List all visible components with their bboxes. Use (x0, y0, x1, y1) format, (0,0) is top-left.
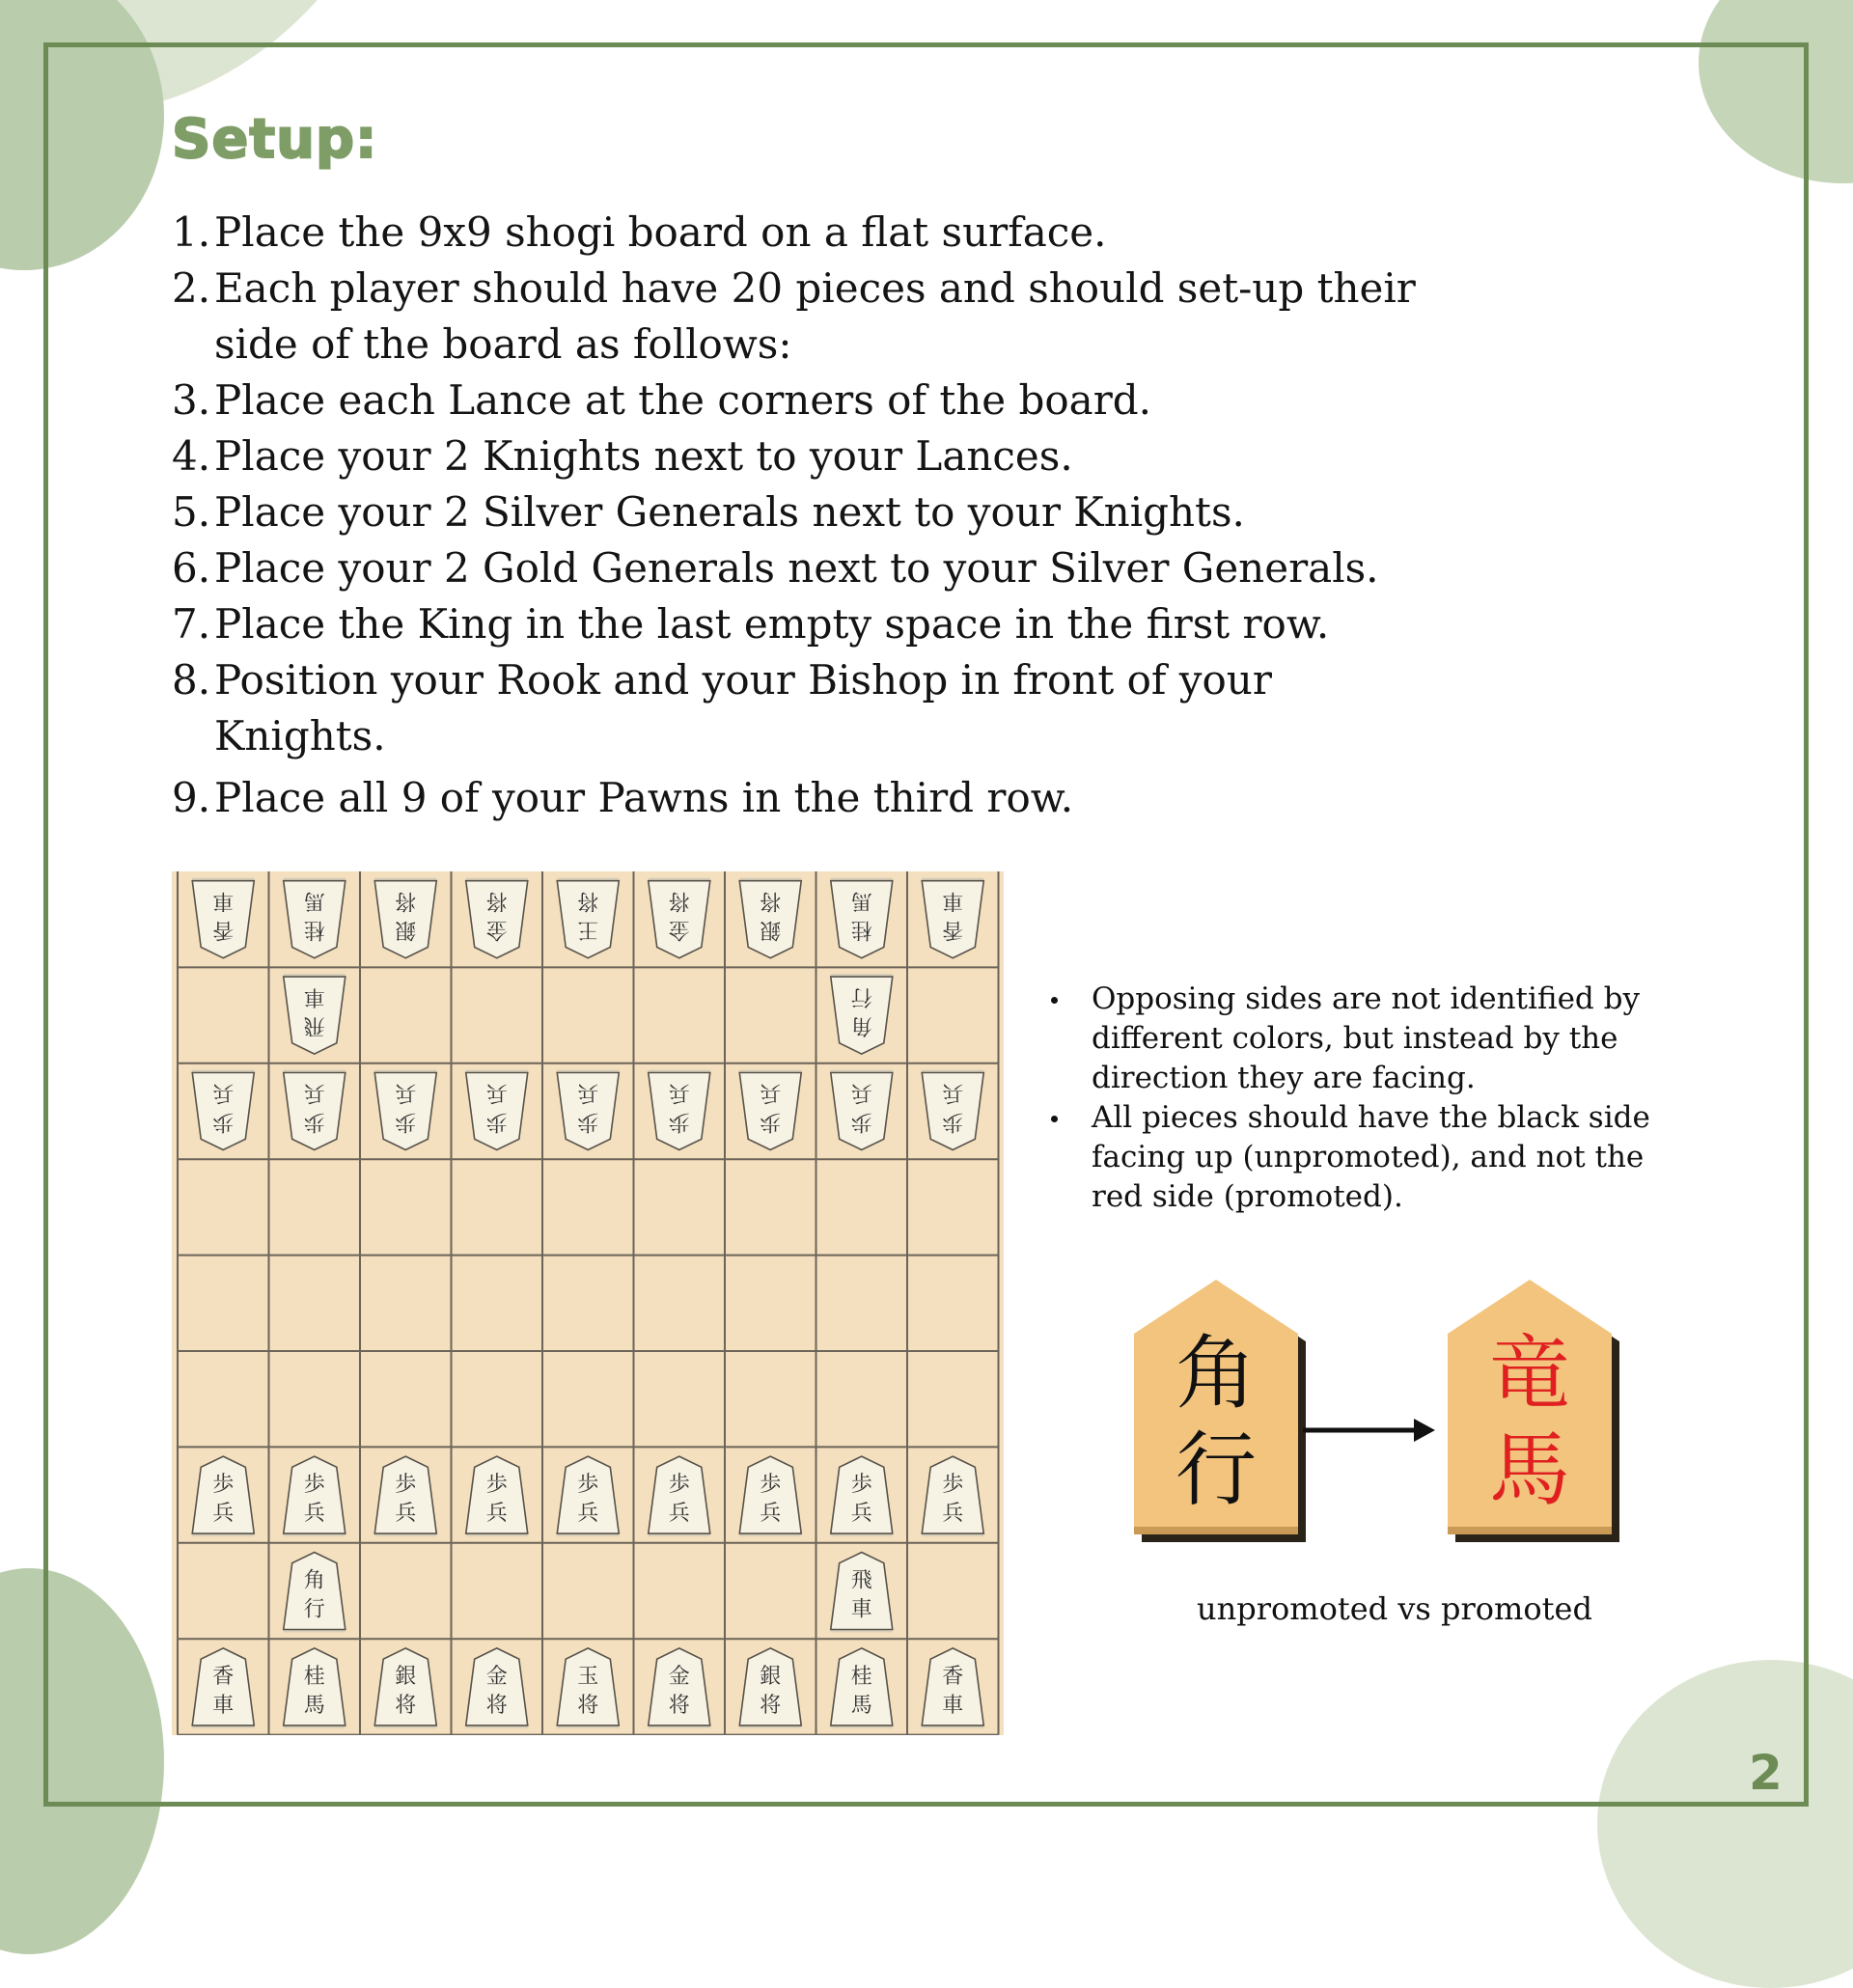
shogi-piece (466, 1070, 528, 1150)
svg-text:香: 香 (212, 917, 235, 942)
svg-text:歩: 歩 (577, 1473, 599, 1498)
step-text: Place all 9 of your Pawns in the third row. (214, 774, 1074, 821)
step-text: Place each Lance at the corners of the board. (214, 376, 1152, 424)
shogi-piece (649, 1070, 710, 1150)
shogi-piece (466, 878, 528, 958)
arrow-right-icon (1303, 1419, 1435, 1442)
note-item: All pieces should have the black side facing up (unpromoted), and not the red side (promoted). (1047, 1098, 1703, 1217)
step-number: 2. (172, 264, 211, 312)
step-number: 5. (172, 488, 211, 536)
svg-text:歩: 歩 (668, 1109, 690, 1134)
step-number: 6. (172, 544, 211, 592)
shogi-piece (557, 878, 619, 958)
svg-text:桂: 桂 (850, 917, 872, 942)
svg-text:行: 行 (850, 984, 872, 1009)
shogi-piece (831, 974, 893, 1054)
shogi-piece (557, 1070, 619, 1150)
shogi-piece (831, 1456, 893, 1536)
shogi-piece (284, 1456, 346, 1536)
shogi-piece (922, 1070, 983, 1150)
setup-step (172, 652, 1426, 764)
svg-text:銀: 銀 (395, 917, 417, 942)
promoted-piece (1448, 1280, 1619, 1542)
step-number: 7. (172, 600, 211, 648)
setup-steps-list (172, 205, 1426, 826)
setup-step (172, 373, 1426, 428)
svg-text:兵: 兵 (485, 1502, 508, 1527)
svg-text:兵: 兵 (760, 1080, 782, 1105)
shogi-piece (374, 878, 436, 958)
notes-list (1047, 980, 1703, 1217)
shogi-piece (466, 1456, 528, 1536)
step-text: Place the King in the last empty space in the first row. (214, 600, 1330, 648)
promotion-caption: unpromoted vs promoted (1197, 1590, 1592, 1627)
svg-text:車: 車 (212, 888, 235, 913)
shogi-piece (192, 1070, 254, 1150)
shogi-board (172, 871, 1004, 1735)
svg-text:兵: 兵 (760, 1502, 782, 1527)
svg-text:桂: 桂 (303, 1664, 325, 1689)
svg-text:行: 行 (1175, 1422, 1258, 1517)
shogi-piece (284, 974, 346, 1054)
svg-text:歩: 歩 (942, 1109, 964, 1134)
svg-text:将: 将 (485, 1693, 508, 1718)
svg-text:歩: 歩 (942, 1473, 964, 1498)
shogi-piece (284, 1553, 346, 1633)
svg-text:歩: 歩 (485, 1473, 508, 1498)
svg-text:将: 将 (395, 1693, 417, 1718)
setup-step (172, 428, 1426, 484)
svg-text:歩: 歩 (395, 1109, 417, 1134)
shogi-piece (284, 878, 346, 958)
step-text: Place your 2 Gold Generals next to your Silver Generals. (214, 544, 1379, 592)
shogi-piece (831, 878, 893, 958)
svg-text:兵: 兵 (850, 1502, 872, 1527)
shogi-piece (557, 1456, 619, 1536)
setup-step (172, 484, 1426, 540)
shogi-piece (284, 1070, 346, 1150)
setup-step (172, 205, 1426, 261)
svg-text:将: 将 (577, 1693, 599, 1718)
svg-text:車: 車 (850, 1597, 872, 1622)
svg-text:車: 車 (303, 984, 325, 1009)
step-number: 3. (172, 376, 211, 424)
svg-text:角: 角 (850, 1013, 872, 1038)
step-text: Each player should have 20 pieces and should set-up their side of the board as follows: (214, 264, 1416, 368)
svg-text:歩: 歩 (395, 1473, 417, 1498)
step-number: 1. (172, 208, 211, 256)
svg-text:歩: 歩 (303, 1109, 325, 1134)
svg-text:歩: 歩 (303, 1473, 325, 1498)
svg-text:兵: 兵 (485, 1080, 508, 1105)
shogi-piece (922, 1648, 983, 1728)
page-number: 2 (1749, 1745, 1783, 1801)
step-text: Place your 2 Silver Generals next to your Knights. (214, 488, 1245, 536)
page-title: Setup: (172, 108, 378, 171)
svg-text:兵: 兵 (212, 1502, 235, 1527)
shogi-piece (192, 1648, 254, 1728)
svg-text:歩: 歩 (668, 1473, 690, 1498)
svg-text:歩: 歩 (577, 1109, 599, 1134)
svg-text:香: 香 (942, 917, 964, 942)
shogi-board-diagram (172, 871, 1004, 1735)
svg-text:歩: 歩 (212, 1473, 235, 1498)
svg-text:将: 将 (395, 888, 417, 913)
shogi-piece (649, 1456, 710, 1536)
step-number: 9. (172, 774, 211, 821)
svg-text:兵: 兵 (942, 1080, 964, 1105)
svg-text:兵: 兵 (850, 1080, 872, 1105)
step-text: Position your Rook and your Bishop in front of your Knights. (214, 656, 1272, 759)
svg-text:歩: 歩 (212, 1109, 235, 1134)
svg-text:角: 角 (1175, 1326, 1258, 1421)
shogi-piece (739, 1648, 801, 1728)
setup-step (172, 596, 1426, 652)
svg-text:馬: 馬 (1488, 1422, 1571, 1517)
svg-text:金: 金 (485, 917, 508, 942)
svg-text:飛: 飛 (303, 1013, 325, 1038)
svg-text:角: 角 (303, 1568, 325, 1593)
svg-text:将: 将 (760, 888, 782, 913)
shogi-piece (831, 1070, 893, 1150)
svg-text:歩: 歩 (760, 1473, 782, 1498)
svg-text:金: 金 (668, 917, 690, 942)
svg-text:歩: 歩 (760, 1109, 782, 1134)
step-number: 8. (172, 656, 211, 704)
svg-text:兵: 兵 (577, 1080, 599, 1105)
shogi-piece (192, 1456, 254, 1536)
svg-text:将: 将 (668, 1693, 690, 1718)
svg-text:香: 香 (212, 1664, 235, 1689)
svg-text:馬: 馬 (303, 1693, 325, 1718)
svg-text:将: 将 (760, 1693, 782, 1718)
unpromoted-piece (1134, 1280, 1306, 1542)
svg-text:馬: 馬 (850, 888, 872, 913)
step-text: Place the 9x9 shogi board on a flat surface. (214, 208, 1107, 256)
svg-text:兵: 兵 (212, 1080, 235, 1105)
svg-text:馬: 馬 (850, 1693, 872, 1718)
svg-text:飛: 飛 (850, 1568, 872, 1593)
shogi-piece (831, 1648, 893, 1728)
svg-text:王: 王 (577, 917, 599, 942)
svg-text:兵: 兵 (668, 1080, 690, 1105)
shogi-piece (739, 1070, 801, 1150)
shogi-piece (831, 1553, 893, 1633)
shogi-piece (374, 1456, 436, 1536)
svg-text:歩: 歩 (850, 1473, 872, 1498)
svg-text:将: 将 (668, 888, 690, 913)
step-text: Place your 2 Knights next to your Lances. (214, 432, 1073, 480)
svg-text:兵: 兵 (303, 1080, 325, 1105)
svg-text:行: 行 (303, 1597, 325, 1622)
note-item: Opposing sides are not identified by different colors, but instead by the direction they are facing. (1047, 980, 1703, 1098)
svg-text:兵: 兵 (303, 1502, 325, 1527)
svg-text:金: 金 (668, 1664, 690, 1689)
svg-text:車: 車 (212, 1693, 235, 1718)
shogi-piece (284, 1648, 346, 1728)
svg-text:兵: 兵 (942, 1502, 964, 1527)
setup-step (172, 261, 1426, 373)
svg-text:金: 金 (485, 1664, 508, 1689)
setup-step (172, 540, 1426, 596)
svg-text:銀: 銀 (760, 1664, 782, 1689)
shogi-piece (739, 878, 801, 958)
step-number: 4. (172, 432, 211, 480)
shogi-piece (466, 1648, 528, 1728)
shogi-piece (557, 1648, 619, 1728)
shogi-piece (649, 878, 710, 958)
shogi-piece (192, 878, 254, 958)
svg-text:銀: 銀 (760, 917, 782, 942)
svg-text:車: 車 (942, 888, 964, 913)
svg-text:兵: 兵 (395, 1502, 417, 1527)
promotion-diagram (1124, 1274, 1646, 1554)
svg-text:香: 香 (942, 1664, 964, 1689)
svg-text:桂: 桂 (303, 917, 325, 942)
svg-text:歩: 歩 (850, 1109, 872, 1134)
svg-text:兵: 兵 (577, 1502, 599, 1527)
setup-step (172, 770, 1426, 826)
shogi-piece (649, 1648, 710, 1728)
shogi-piece (922, 878, 983, 958)
svg-text:銀: 銀 (395, 1664, 417, 1689)
shogi-piece (739, 1456, 801, 1536)
svg-text:兵: 兵 (668, 1502, 690, 1527)
svg-text:車: 車 (942, 1693, 964, 1718)
svg-text:将: 将 (577, 888, 599, 913)
svg-text:兵: 兵 (395, 1080, 417, 1105)
shogi-piece (922, 1456, 983, 1536)
shogi-piece (374, 1648, 436, 1728)
svg-text:歩: 歩 (485, 1109, 508, 1134)
svg-text:玉: 玉 (577, 1664, 599, 1689)
svg-text:将: 将 (485, 888, 508, 913)
shogi-piece (374, 1070, 436, 1150)
svg-text:馬: 馬 (303, 888, 325, 913)
svg-text:桂: 桂 (850, 1664, 872, 1689)
svg-text:竜: 竜 (1488, 1326, 1571, 1421)
